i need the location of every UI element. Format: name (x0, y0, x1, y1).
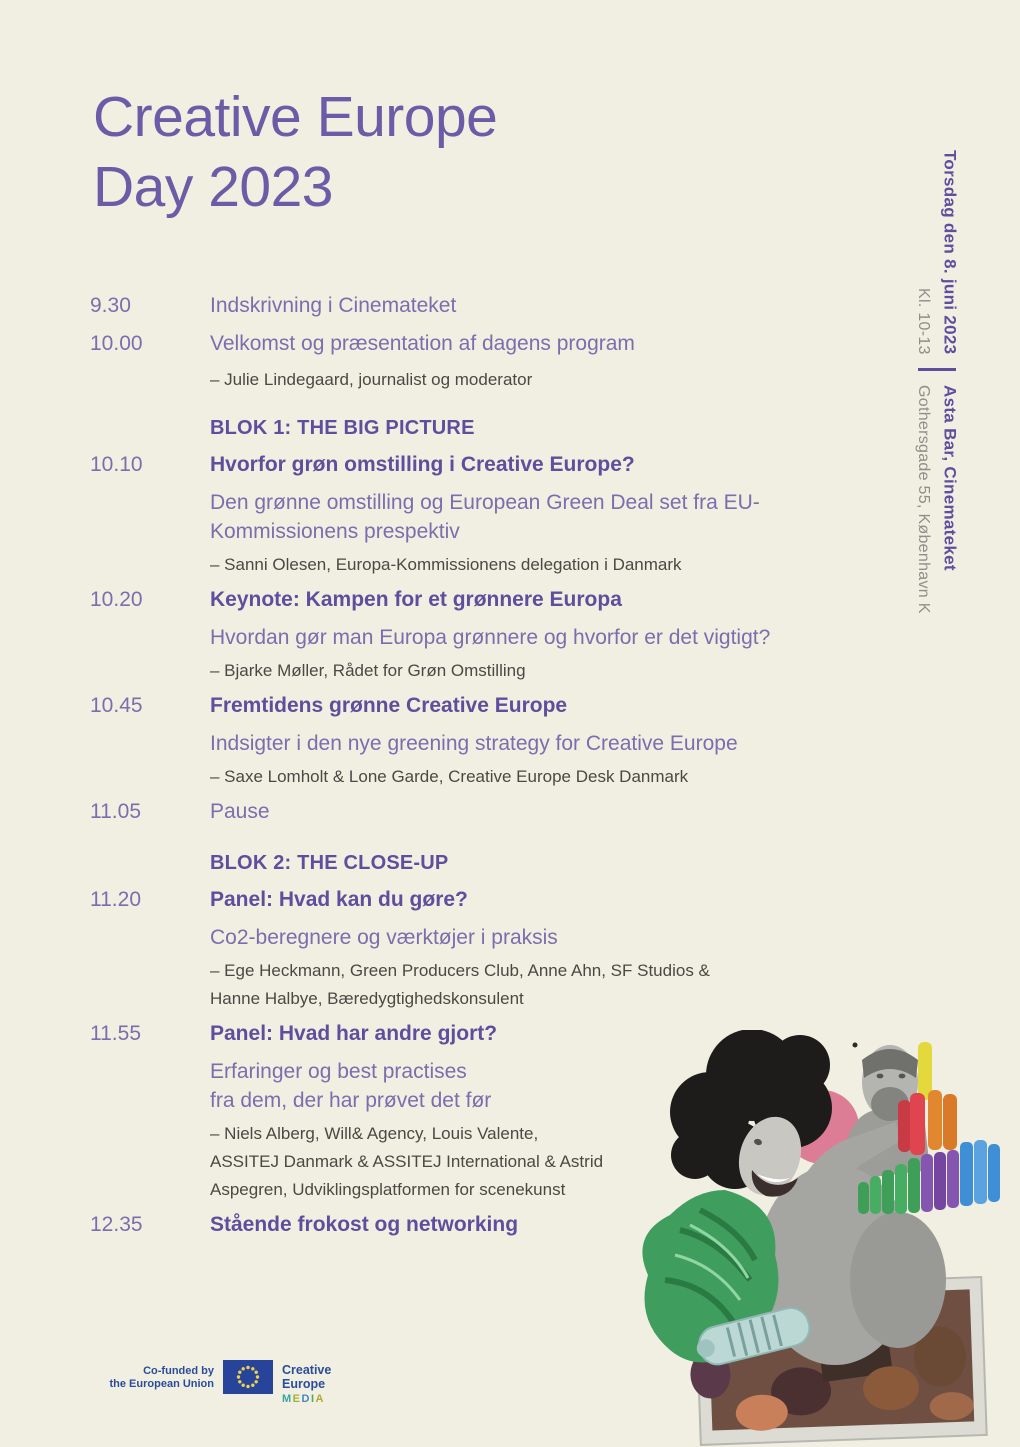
schedule-row (90, 583, 860, 685)
schedule-title: Velkomst og præsentation af dagens program (210, 332, 635, 355)
schedule-subtitle: Erfaringer og best practises (210, 1060, 467, 1083)
event-time-range: Kl. 10-13 (915, 287, 933, 355)
schedule-time: 11.05 (90, 800, 141, 823)
schedule-time: 10.10 (90, 453, 143, 476)
schedule-subtitle: Co2-beregnere og værktøjer i praksis (210, 926, 558, 949)
media-label (282, 1393, 331, 1405)
schedule-speaker: – Saxe Lomholt & Lone Garde, Creative Europe Desk Danmark (210, 767, 689, 786)
event-date-block (911, 150, 964, 354)
eu-flag-icon (223, 1360, 273, 1394)
schedule-row (90, 327, 860, 394)
schedule-time: 12.35 (90, 1213, 143, 1236)
schedule-row (90, 689, 860, 791)
schedule-title: Panel: Hvad kan du gøre? (210, 888, 468, 911)
schedule-title: Stående frokost og networking (210, 1213, 519, 1236)
schedule-title: Fremtidens grønne Creative Europe (210, 694, 568, 717)
event-address: Gothersgade 55, København K (915, 385, 933, 615)
collage-image (640, 1030, 1020, 1447)
block-header-row (90, 829, 860, 879)
schedule-speaker: Aspegren, Udviklingsplatformen for scenekunst (210, 1180, 566, 1199)
schedule-time: 10.00 (90, 332, 143, 355)
schedule-title: Hvorfor grøn omstilling i Creative Europe? (210, 453, 635, 476)
event-date: Torsdag den 8. juni 2023 (940, 150, 960, 355)
schedule-speaker: – Julie Lindegaard, journalist og moderator (210, 370, 533, 389)
schedule-speaker: – Ege Heckmann, Green Producers Club, Anne Ahn, SF Studios & (210, 961, 710, 980)
schedule-subtitle: fra dem, der har prøvet det før (210, 1089, 492, 1112)
block-header: BLOK 2: THE CLOSE-UP (210, 852, 449, 874)
media-letter: M (282, 1393, 293, 1405)
page-title (93, 82, 497, 222)
schedule-time: 11.55 (90, 1022, 141, 1045)
event-venue-block (911, 385, 964, 614)
block-header-row (90, 394, 860, 444)
schedule-speaker: ASSITEJ Danmark & ASSITEJ International & Astrid (210, 1152, 604, 1171)
eu-funding-line1: Co-funded by (143, 1365, 214, 1377)
page-title-line1: Creative Europe (93, 85, 498, 149)
media-letter: E (292, 1393, 302, 1405)
block-header: BLOK 1: THE BIG PICTURE (210, 417, 475, 439)
event-venue: Asta Bar, Cinemateket (940, 385, 960, 572)
schedule-row (90, 883, 860, 1013)
media-letter: D (301, 1393, 311, 1405)
schedule-time: 11.20 (90, 888, 141, 911)
schedule-title: Indskrivning i Cinemateket (210, 294, 457, 317)
eu-funding-text (106, 1365, 214, 1391)
brand-line1: Creative (282, 1363, 332, 1377)
schedule-title: Pause (210, 800, 270, 823)
schedule-row (90, 795, 860, 829)
divider (918, 368, 956, 371)
brand-line2: Europe (282, 1377, 326, 1391)
schedule-subtitle: Indsigter i den nye greening strategy for Creative Europe (210, 732, 738, 755)
schedule-time: 9.30 (90, 294, 131, 317)
schedule-time: 10.20 (90, 588, 143, 611)
schedule-speaker: Hanne Halbye, Bæredygtighedskonsulent (210, 989, 524, 1008)
schedule-time: 10.45 (90, 694, 143, 717)
footer-logos (106, 1360, 331, 1405)
schedule-title: Panel: Hvad har andre gjort? (210, 1022, 498, 1045)
media-letter: I (310, 1393, 316, 1405)
schedule-title: Keynote: Kampen for et grønnere Europa (210, 588, 622, 611)
creative-europe-logo (282, 1363, 331, 1405)
schedule-subtitle: Hvordan gør man Europa grønnere og hvorfor er det vigtigt? (210, 626, 771, 649)
schedule-subtitle: Den grønne omstilling og European Green Deal set fra EU- (210, 491, 760, 514)
schedule-row (90, 448, 860, 579)
schedule-speaker: – Sanni Olesen, Europa-Kommissionens delegation i Danmark (210, 555, 682, 574)
page-title-line2: Day 2023 (93, 155, 334, 219)
schedule-subtitle: Kommissionens prespektiv (210, 520, 460, 543)
eu-funding-line2: the European Union (109, 1378, 214, 1390)
event-info-vertical (906, 150, 968, 614)
media-letter: A (315, 1393, 325, 1405)
schedule-row (90, 289, 860, 323)
schedule-speaker: – Niels Alberg, Will& Agency, Louis Valente, (210, 1124, 539, 1143)
schedule-speaker: – Bjarke Møller, Rådet for Grøn Omstilling (210, 661, 526, 680)
